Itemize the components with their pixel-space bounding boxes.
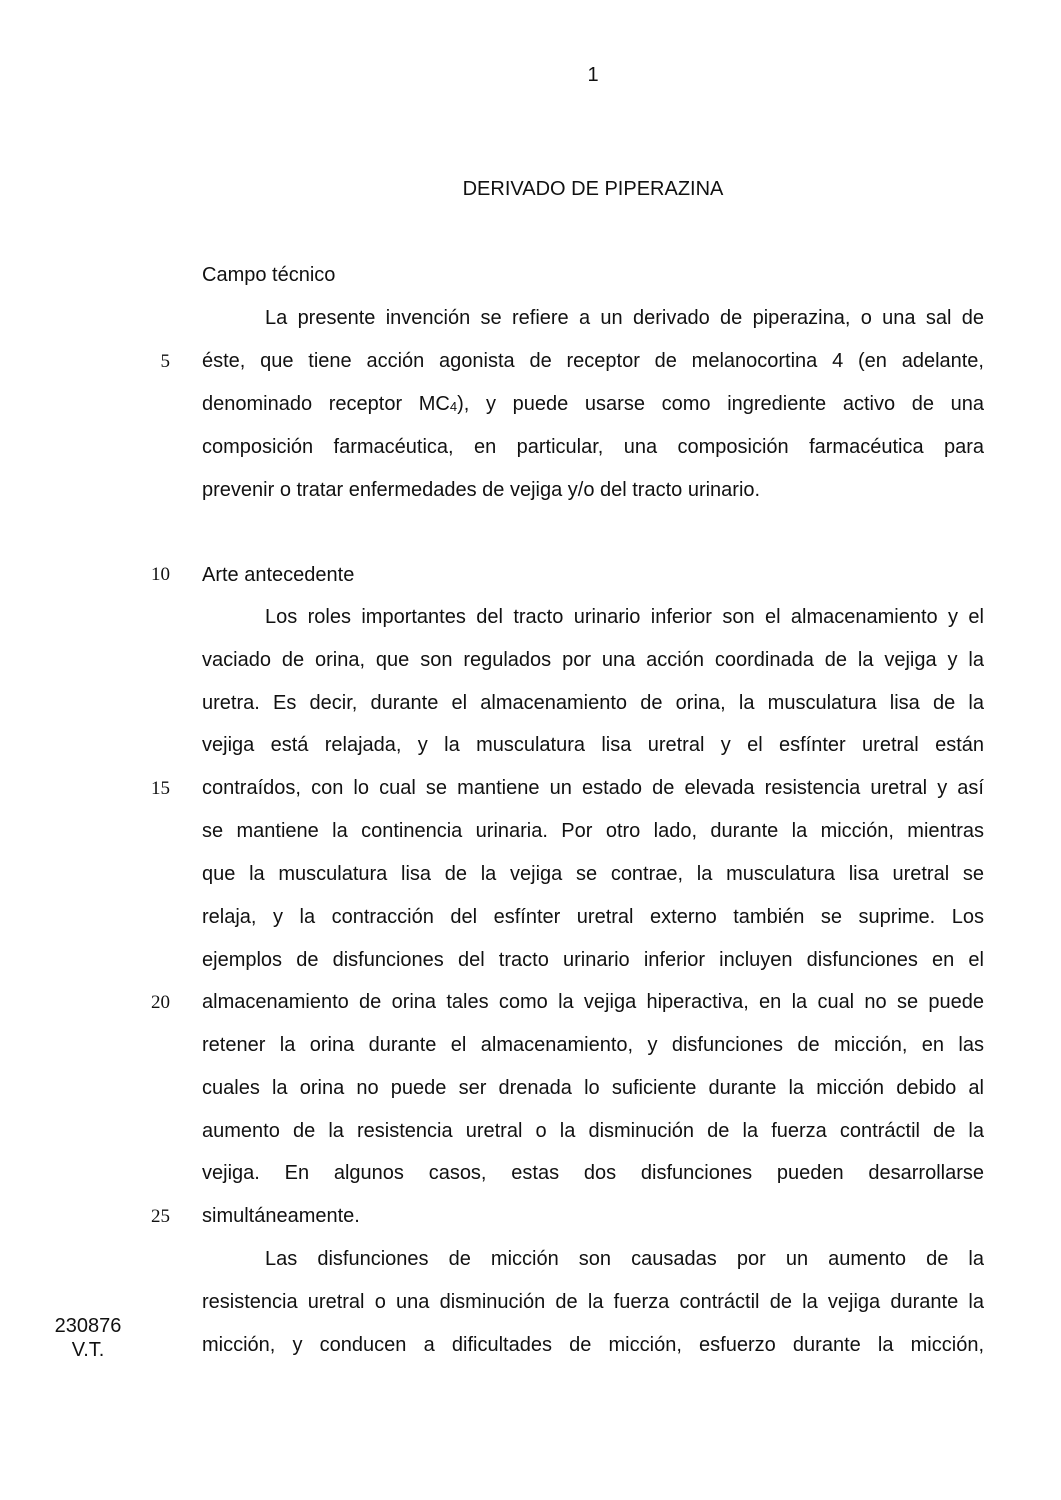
paragraph-line: ejemplos de disfunciones del tracto urinario inferior incluyen disfunciones en el <box>202 949 984 971</box>
paragraph-line-last: simultáneamente. <box>202 1205 360 1227</box>
paragraph-line: uretra. Es decir, durante el almacenamiento de orina, la musculatura lisa de la <box>202 692 984 714</box>
text-fragment: denominado receptor MC <box>202 393 450 415</box>
paragraph-line: cuales la orina no puede ser drenada lo suficiente durante la micción debido al <box>202 1077 984 1099</box>
subscript-4: 4 <box>449 399 458 414</box>
paragraph-line: relaja, y la contracción del esfínter uretral externo también se suprime. Los <box>202 906 984 928</box>
paragraph-line: vaciado de orina, que son regulados por una acción coordinada de la vejiga y la <box>202 649 984 671</box>
line-number-15: 15 <box>151 778 170 799</box>
document-title: DERIVADO DE PIPERAZINA <box>462 178 724 200</box>
paragraph-line: éste, que tiene acción agonista de receptor de melanocortina 4 (en adelante, <box>202 350 984 372</box>
paragraph-line: contraídos, con lo cual se mantiene un estado de elevada resistencia uretral y así <box>202 777 984 799</box>
paragraph-line: resistencia uretral o una disminución de la fuerza contráctil de la vejiga durante la <box>202 1291 984 1313</box>
paragraph-line: vejiga. En algunos casos, estas dos disfunciones pueden desarrollarse <box>202 1162 984 1184</box>
paragraph-line: La presente invención se refiere a un derivado de piperazina, o una sal de <box>265 307 984 329</box>
paragraph-line: Las disfunciones de micción son causadas por un aumento de la <box>265 1248 984 1270</box>
line-number-5: 5 <box>160 351 170 372</box>
section-heading-arte-antecedente: Arte antecedente <box>202 564 355 586</box>
paragraph-line: micción, y conducen a dificultades de micción, esfuerzo durante la micción, <box>202 1334 984 1356</box>
side-reference-initials: V.T. <box>71 1339 105 1361</box>
paragraph-line-with-subscript <box>202 392 984 418</box>
paragraph-line-last: prevenir o tratar enfermedades de vejiga y/o del tracto urinario. <box>202 479 761 501</box>
paragraph-line: almacenamiento de orina tales como la vejiga hiperactiva, en la cual no se puede <box>202 991 984 1013</box>
section-heading-campo-tecnico: Campo técnico <box>202 264 336 286</box>
paragraph-line: composición farmacéutica, en particular, una composición farmacéutica para <box>202 436 984 458</box>
paragraph-line: Los roles importantes del tracto urinario inferior son el almacenamiento y el <box>265 606 984 628</box>
line-number-25: 25 <box>151 1206 170 1227</box>
paragraph-line: que la musculatura lisa de la vejiga se contrae, la musculatura lisa uretral se <box>202 863 984 885</box>
line-number-10: 10 <box>151 564 170 585</box>
line-number-20: 20 <box>151 992 170 1013</box>
paragraph-line: se mantiene la continencia urinaria. Por otro lado, durante la micción, mientras <box>202 820 984 842</box>
paragraph-line: vejiga está relajada, y la musculatura lisa uretral y el esfínter uretral están <box>202 734 984 756</box>
page-number: 1 <box>587 64 599 86</box>
text-fragment: ), y puede usarse como ingrediente activo de una <box>457 393 984 415</box>
side-reference-number: 230876 <box>54 1315 122 1337</box>
paragraph-line: aumento de la resistencia uretral o la disminución de la fuerza contráctil de la <box>202 1120 984 1142</box>
paragraph-line: retener la orina durante el almacenamiento, y disfunciones de micción, en las <box>202 1034 984 1056</box>
